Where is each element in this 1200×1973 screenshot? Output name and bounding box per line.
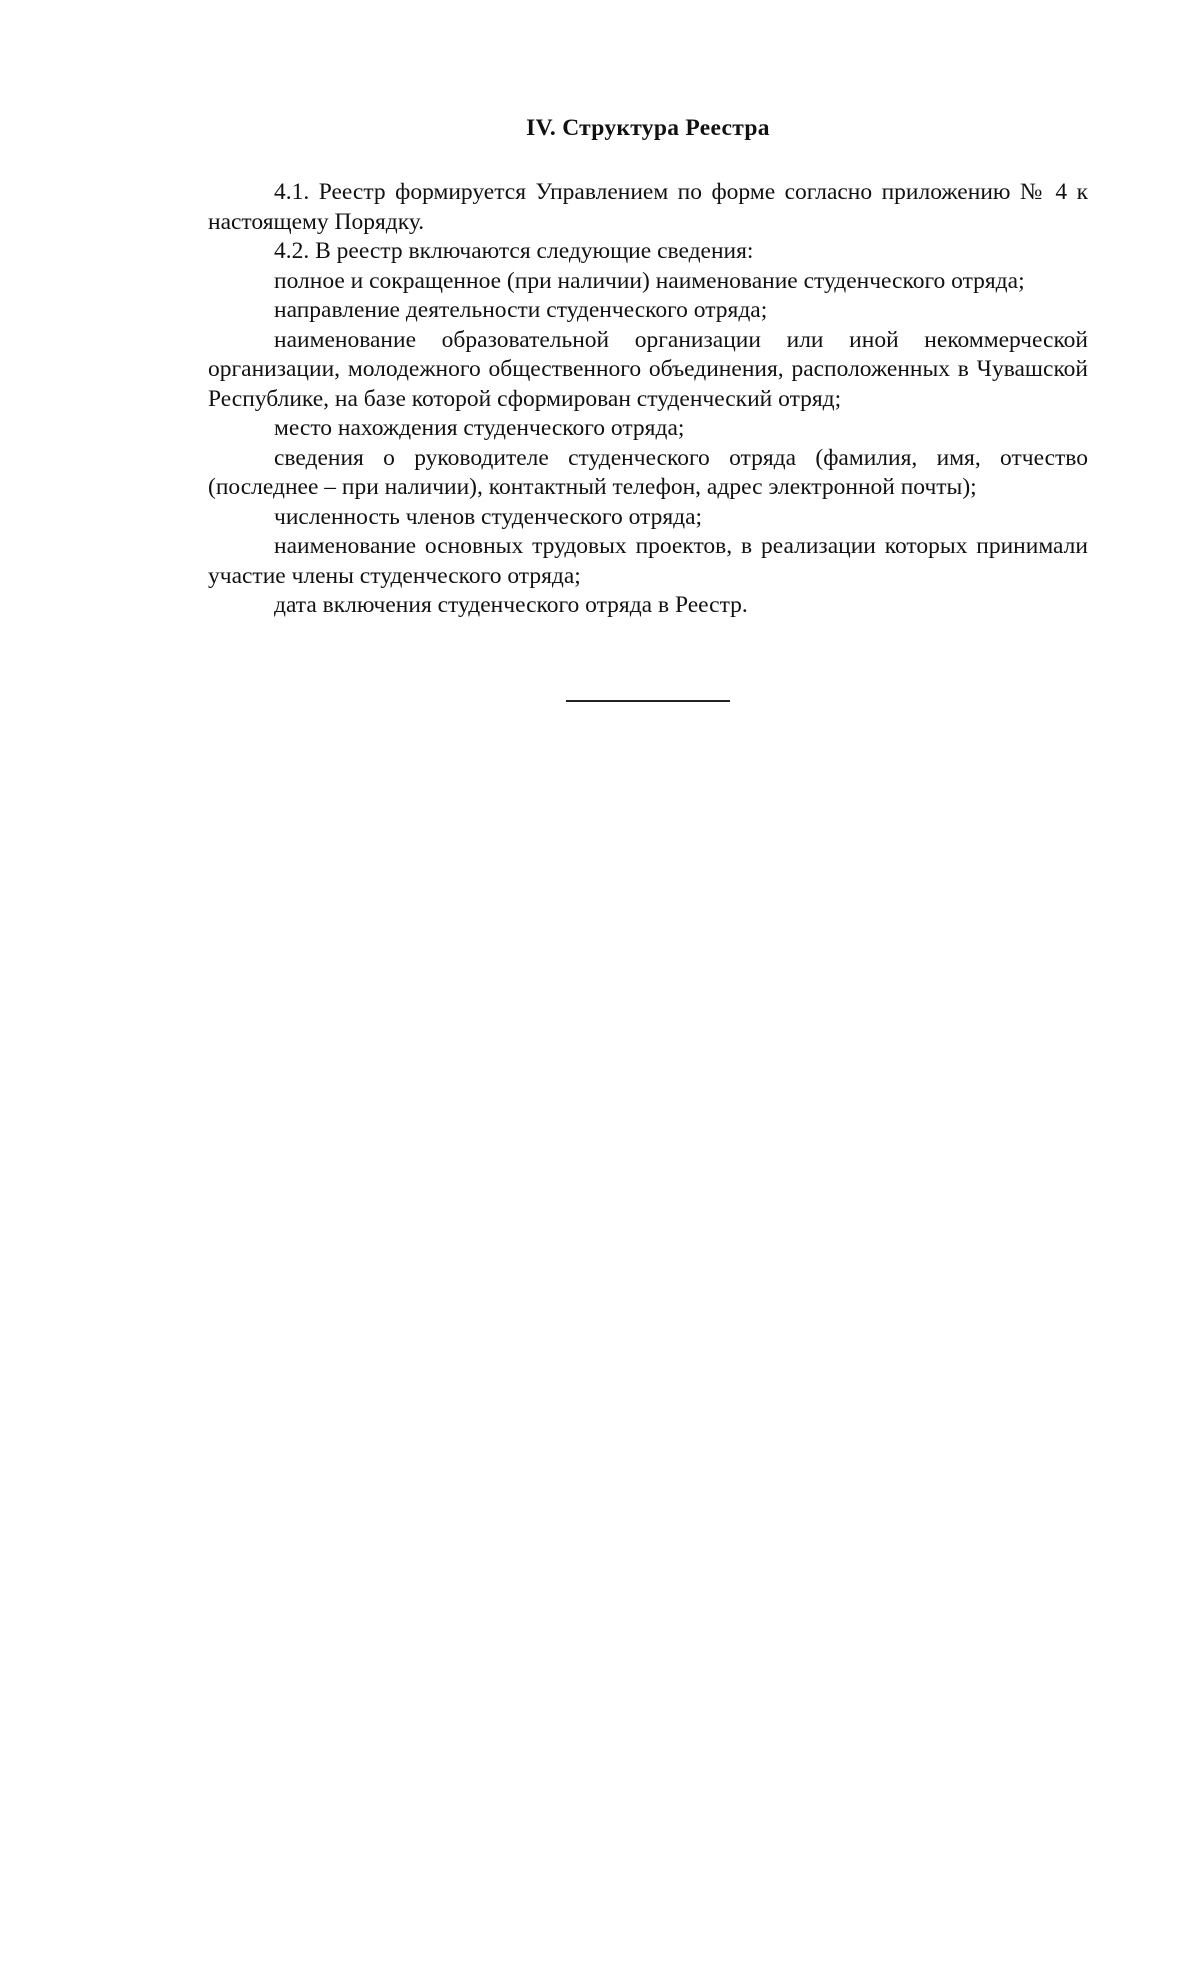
list-item-location: место нахождения студенческого отряда; [274, 415, 685, 441]
list-item-projects: наименование основных трудовых проектов, в реализации которых принимали участие члены студенческого отряда; [208, 533, 1088, 589]
list-item-leader: сведения о руководителе студенческого отряда (фамилия, имя, отчество (последнее – при наличии), контактный телефон, адрес электронной почты); [208, 444, 1088, 500]
end-separator-line [566, 700, 730, 702]
list-item-inclusion-date: дата включения студенческого отряда в Реестр. [274, 592, 748, 618]
list-item-name: полное и сокращенное (при наличии) наименование студенческого отряда; [274, 267, 1025, 294]
paragraph-4-2: 4.2. В реестр включаются следующие сведения: [274, 238, 754, 264]
list-item-organization: наименование образовательной организации или иной некоммерческой организации, молодежного общественного объединения, расположенных в Чувашской Республике, на базе которой сформирован студенческий отряд; [208, 326, 1088, 412]
list-item-members-count: численность членов студенческого отряда; [274, 503, 703, 530]
section-heading: IV. Структура Реестра [526, 115, 770, 141]
document-body [208, 112, 1088, 621]
paragraph-4-1: 4.1. Реестр формируется Управлением по форме согласно приложению № 4 к настоящему Порядку. [208, 179, 1088, 235]
list-item-direction: направление деятельности студенческого отряда; [274, 297, 768, 323]
